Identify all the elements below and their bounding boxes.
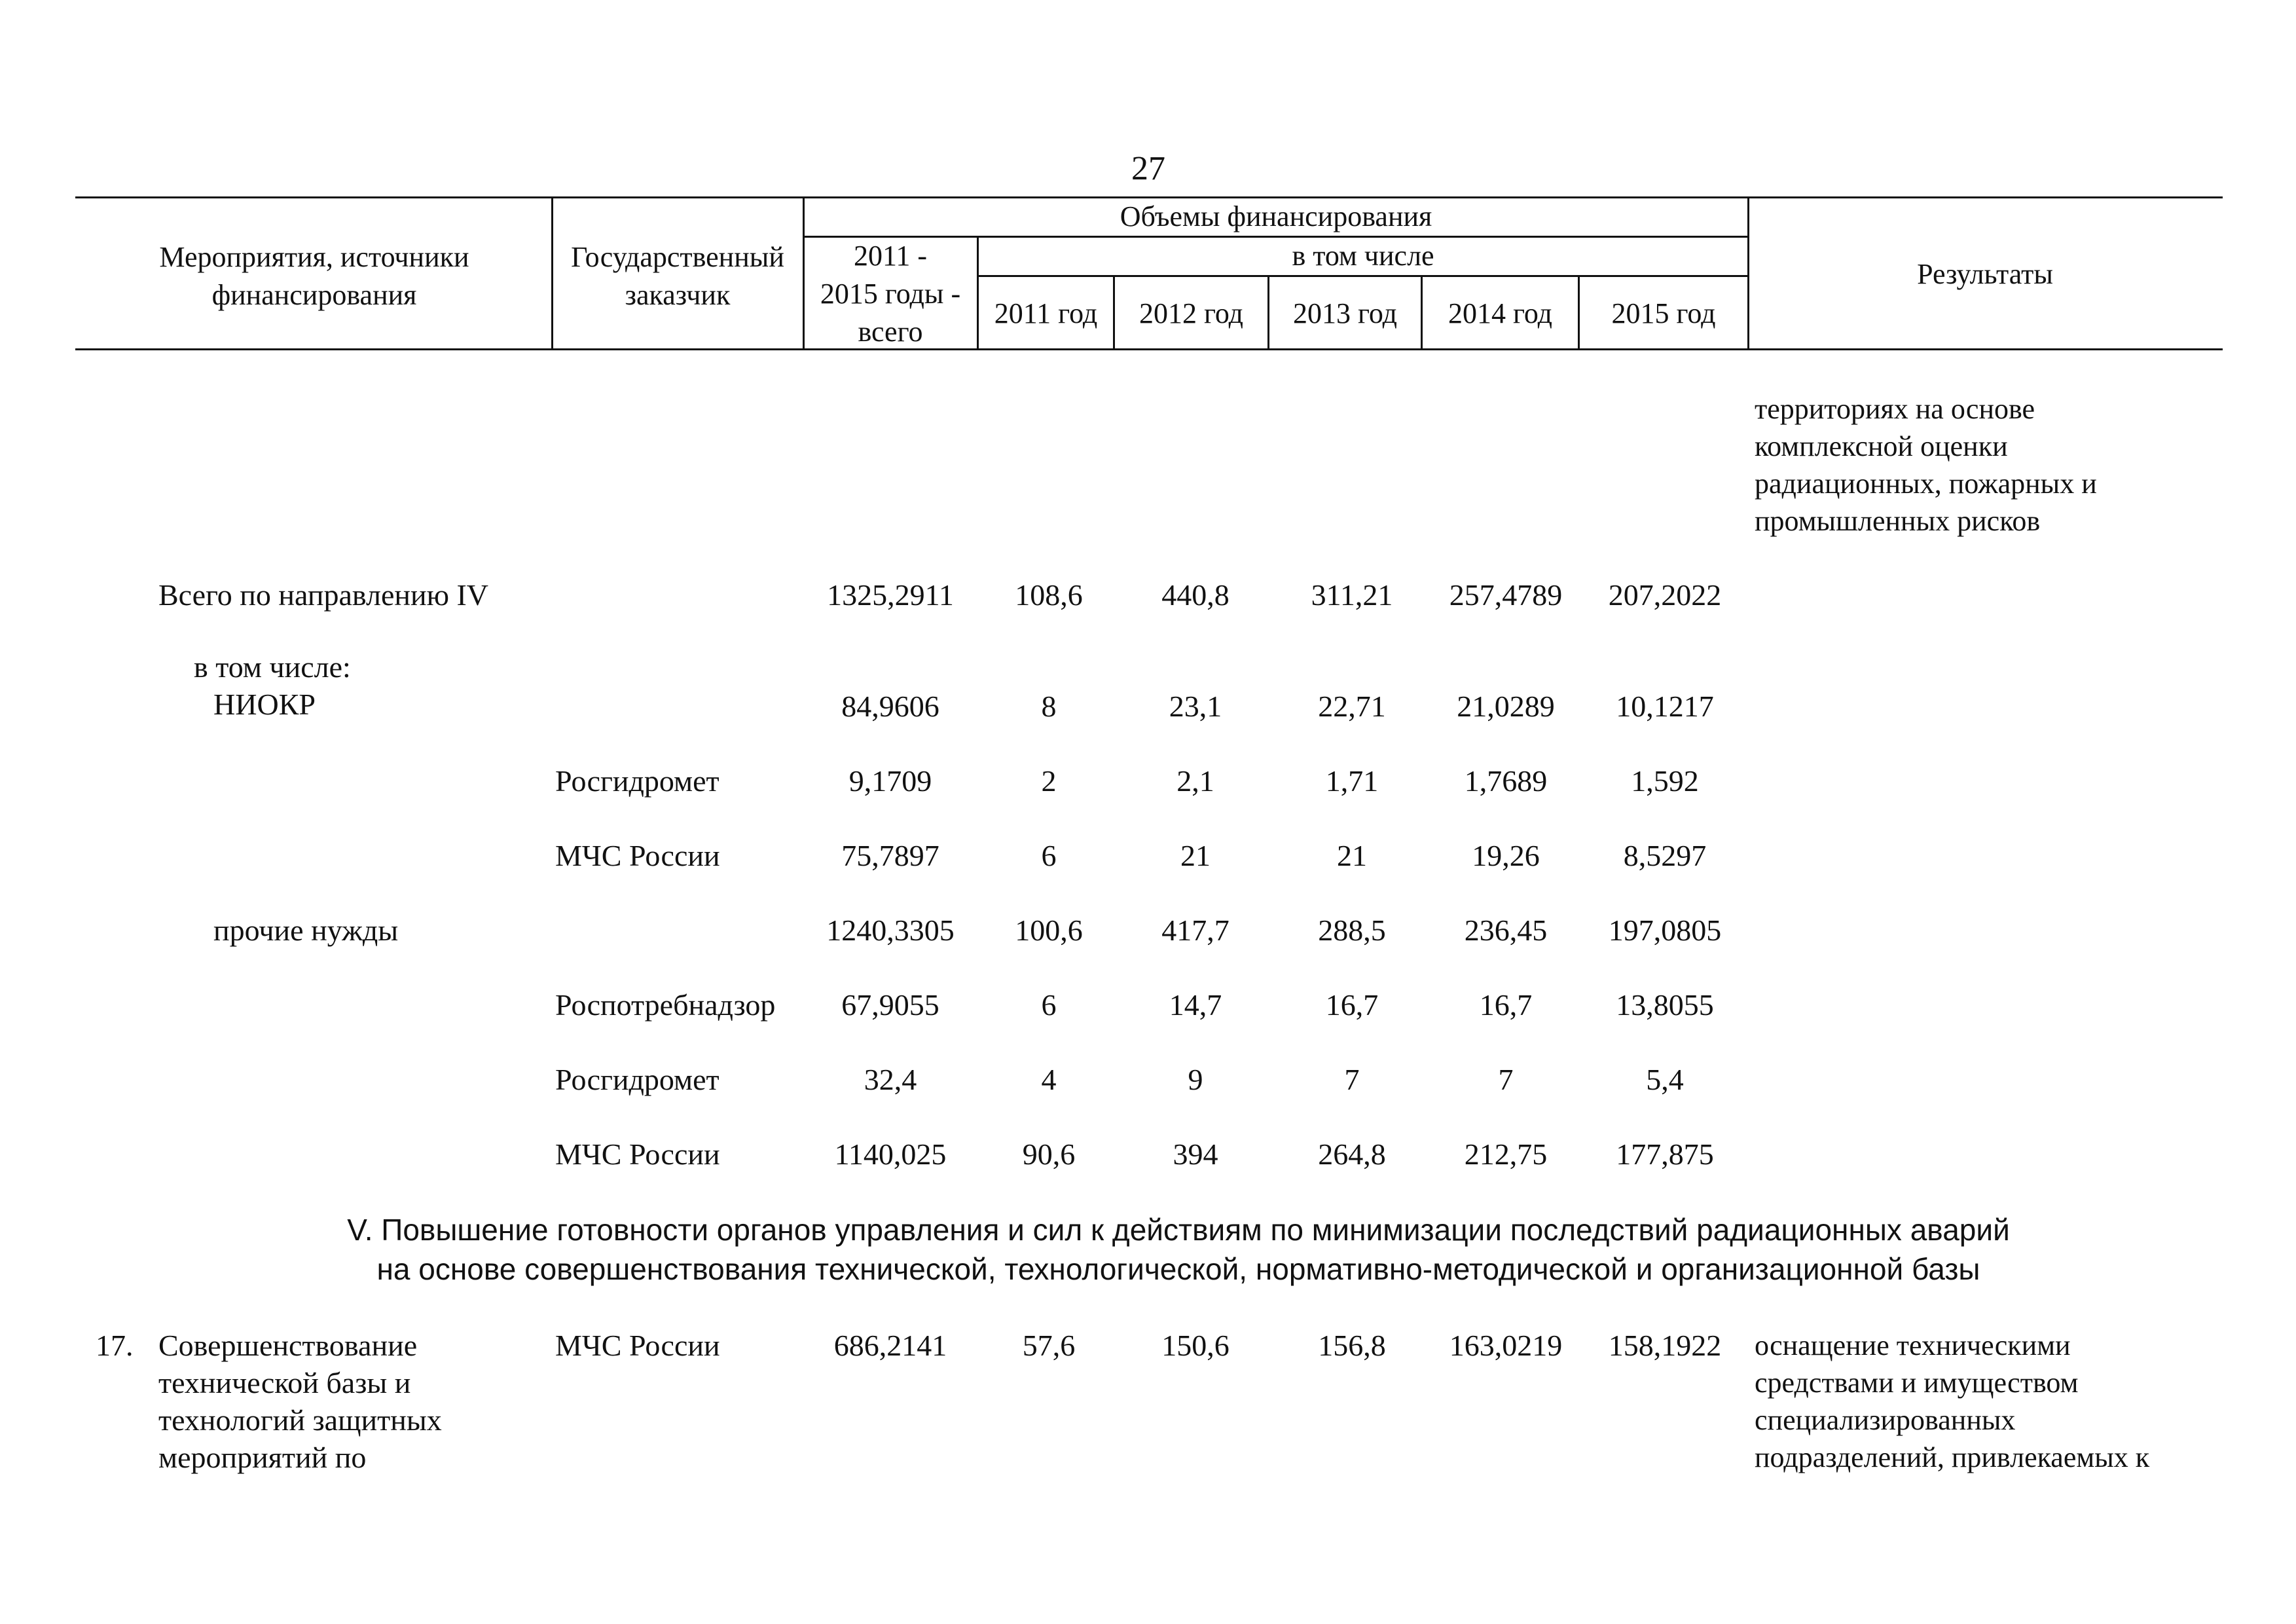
row-other-mchs-2015: 177,875 <box>1616 1137 1714 1171</box>
header-total-line-3: всего <box>858 316 923 348</box>
item17-2013: 156,8 <box>1318 1329 1386 1362</box>
header-bottom-rule <box>75 348 2223 350</box>
row-other-2015: 197,0805 <box>1608 913 1722 947</box>
row-other-rospotrebnadzor-2013: 16,7 <box>1325 988 1379 1022</box>
row-other-mchs-2013: 264,8 <box>1318 1137 1386 1171</box>
header-funding-title: Объемы финансирования <box>1120 200 1432 232</box>
item17-result-line-4: подразделений, привлекаемых к <box>1755 1441 2150 1473</box>
row-other-2011: 100,6 <box>1015 913 1083 947</box>
item17-2015: 158,1922 <box>1608 1329 1722 1362</box>
row-other-rosgidromet-2012: 9 <box>1188 1063 1203 1096</box>
page-number: 27 <box>1131 150 1165 187</box>
header-activities <box>79 238 550 314</box>
item17-2012: 150,6 <box>1161 1329 1230 1362</box>
header-year-2014: 2014 год <box>1448 297 1553 329</box>
header-year-2013: 2013 год <box>1292 297 1398 329</box>
row-niokr-mchs-customer: МЧС России <box>555 839 720 872</box>
row-other-rosgidromet-2013: 7 <box>1344 1063 1360 1096</box>
row-niokr-rosgidromet-2012: 2,1 <box>1176 764 1214 798</box>
row-niokr-rosgidromet-2014: 1,7689 <box>1464 764 1548 798</box>
row-other-rospotrebnadzor-sum: 67,9055 <box>841 988 939 1022</box>
header-results: Результаты <box>1917 258 2053 290</box>
row-niokr-mchs-2015: 8,5297 <box>1623 839 1707 872</box>
header-year-2012: 2012 год <box>1139 297 1244 329</box>
header-customer <box>553 238 802 314</box>
header-year-2015: 2015 год <box>1611 297 1716 329</box>
item17-result-line-3: специализированных <box>1755 1404 2016 1436</box>
row-total-sum: 1325,2911 <box>827 578 954 612</box>
item17-label-line-3: технологий защитных <box>158 1403 442 1437</box>
header-year-2011: 2011 год <box>994 297 1098 329</box>
row-niokr-2011: 8 <box>1041 690 1057 723</box>
row-other-sum: 1240,3305 <box>826 913 955 947</box>
row-total-label: Всего по направлению IV <box>158 578 489 612</box>
row-other-2012: 417,7 <box>1161 913 1230 947</box>
header-total-line-1: 2011 - <box>853 240 928 272</box>
row-total-2015: 207,2022 <box>1608 578 1722 612</box>
item17-label-line-1: Совершенствование <box>158 1329 418 1362</box>
item17-2014: 163,0219 <box>1449 1329 1563 1362</box>
including-rule <box>977 275 1747 277</box>
row-niokr-sum: 84,9606 <box>841 690 939 723</box>
continuation-result-line-3: радиационных, пожарных и <box>1755 468 2097 500</box>
row-other-mchs-sum: 1140,025 <box>834 1137 947 1171</box>
row-other-rospotrebnadzor-2015: 13,8055 <box>1616 988 1714 1022</box>
item17-number: 17. <box>96 1329 134 1362</box>
row-other-mchs-2011: 90,6 <box>1022 1137 1076 1171</box>
header-customer-line-2: заказчик <box>625 279 731 311</box>
header-activities-line-1: Мероприятия, источники <box>159 241 469 273</box>
row-niokr-2014: 21,0289 <box>1457 690 1555 723</box>
row-niokr-mchs-2012: 21 <box>1180 839 1211 872</box>
row-niokr-rosgidromet-sum: 9,1709 <box>848 764 932 798</box>
row-niokr-pre-label: в том числе: <box>194 650 351 684</box>
row-niokr-mchs-sum: 75,7897 <box>841 839 939 872</box>
row-other-rosgidromet-2011: 4 <box>1041 1063 1057 1096</box>
section-v-line-1: V. Повышение готовности органов управления и сил к действиям по минимизации последствий радиационных аварий <box>347 1213 2010 1247</box>
row-other-rosgidromet-sum: 32,4 <box>864 1063 917 1096</box>
continuation-result-line-2: комплексной оценки <box>1755 430 2008 462</box>
row-total-2012: 440,8 <box>1161 578 1230 612</box>
item17-2011: 57,6 <box>1022 1329 1076 1362</box>
row-total-2013: 311,21 <box>1311 578 1393 612</box>
section-v-line-2: на основе совершенствования технической, технологической, нормативно-методической и организационной базы <box>376 1252 1980 1286</box>
row-other-rospotrebnadzor-2014: 16,7 <box>1479 988 1533 1022</box>
header-activities-line-2: финансирования <box>211 279 417 311</box>
row-other-mchs-2014: 212,75 <box>1464 1137 1548 1171</box>
row-niokr-2012: 23,1 <box>1169 690 1222 723</box>
header-total-line-2: 2015 годы - <box>820 278 961 310</box>
item17-result <box>1755 1327 2149 1476</box>
continuation-result-line-4: промышленных рисков <box>1755 505 2041 537</box>
row-other-label: прочие нужды <box>213 913 399 947</box>
header-customer-line-1: Государственный <box>571 241 784 273</box>
item17-sum: 686,2141 <box>833 1329 947 1362</box>
section-v-heading <box>98 1210 2259 1289</box>
row-niokr-rosgidromet-2013: 1,71 <box>1325 764 1379 798</box>
row-other-rospotrebnadzor-customer: Роспотребнадзор <box>555 988 776 1022</box>
row-niokr-label: НИОКР <box>213 688 316 721</box>
row-other-rospotrebnadzor-2012: 14,7 <box>1169 988 1222 1022</box>
row-niokr-mchs-2013: 21 <box>1337 839 1367 872</box>
row-niokr-2015: 10,1217 <box>1616 690 1714 723</box>
continuation-result <box>1755 390 2097 540</box>
row-other-mchs-2012: 394 <box>1173 1137 1218 1171</box>
row-other-rospotrebnadzor-2011: 6 <box>1041 988 1057 1022</box>
row-niokr-mchs-2014: 19,26 <box>1472 839 1540 872</box>
item17-result-line-2: средствами и имуществом <box>1755 1367 2079 1399</box>
row-niokr-rosgidromet-2011: 2 <box>1041 764 1057 798</box>
row-other-2013: 288,5 <box>1318 913 1386 947</box>
item17-result-line-1: оснащение техническими <box>1755 1329 2071 1361</box>
row-niokr-rosgidromet-2015: 1,592 <box>1631 764 1699 798</box>
row-other-2014: 236,45 <box>1464 913 1548 947</box>
item17-customer: МЧС России <box>555 1329 720 1362</box>
row-other-rosgidromet-2014: 7 <box>1498 1063 1514 1096</box>
item17-label-line-4: мероприятий по <box>158 1441 367 1474</box>
header-including: в том числе <box>1292 240 1434 272</box>
row-other-mchs-customer: МЧС России <box>555 1137 720 1171</box>
row-other-rosgidromet-customer: Росгидромет <box>555 1063 720 1096</box>
header-total <box>805 237 976 351</box>
row-niokr-2013: 22,71 <box>1318 690 1386 723</box>
row-other-rosgidromet-2015: 5,4 <box>1646 1063 1684 1096</box>
row-total-2011: 108,6 <box>1015 578 1083 612</box>
item17-label-line-2: технической базы и <box>158 1366 411 1399</box>
row-total-2014: 257,4789 <box>1449 578 1563 612</box>
item17-label <box>158 1327 442 1476</box>
continuation-result-line-1: территориях на основе <box>1755 393 2035 425</box>
row-niokr-mchs-2011: 6 <box>1041 839 1057 872</box>
row-niokr-rosgidromet-customer: Росгидромет <box>555 764 720 798</box>
